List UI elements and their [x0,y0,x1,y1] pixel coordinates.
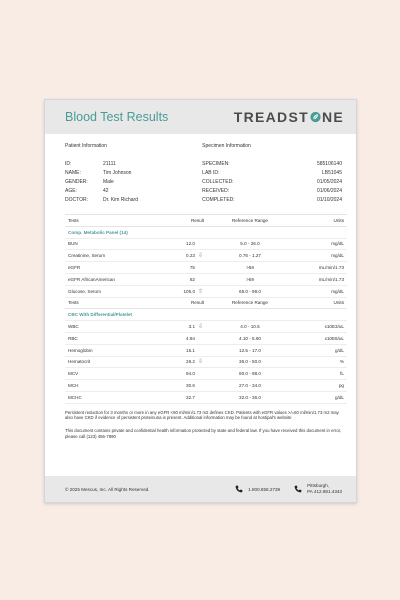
table-row [65,344,347,356]
reference-range: 32.0 - 36.0 [207,391,293,403]
table-row [65,332,347,344]
arrow-down-icon: ⇩ [197,253,204,260]
reference-range: 36.0 - 50.0 [207,356,293,368]
test-name: RBC [65,332,161,344]
units: g/dL [293,391,347,403]
test-result: 12.0 [161,238,207,250]
test-result: 3.1 ⇩ [161,321,207,333]
reference-range: 27.0 - 34.0 [207,380,293,392]
table-row [65,356,347,368]
test-name: MCH [65,380,161,392]
test-result: 105.0 ⇧ [161,285,207,297]
test-name: Hematocrit [65,356,161,368]
reference-range: 80.0 - 98.0 [207,368,293,380]
table-row [65,262,347,274]
report-document [44,99,357,503]
specimen-info-heading: Specimen Information [202,143,251,149]
location-text: Pittsburgh, PA 412.881.4343 [307,483,342,494]
table-header-row [65,215,347,227]
specimen-info [198,143,342,205]
test-result: 0.23 ⇩ [161,250,207,262]
leaf-o-icon [310,111,321,123]
results-table [65,214,347,404]
location-contact [294,483,342,494]
test-name: MCHC [65,391,161,403]
units: fL [293,368,347,380]
specimen-field: LAB ID: LB51045 [202,170,342,176]
units: mg/dL [293,250,347,262]
reference-range: >59 [207,273,293,285]
reference-range: 65.0 - 99.0 [207,285,293,297]
specimen-field: SPECIMEN: 585106140 [202,161,342,167]
header-range: Reference Range [207,297,293,309]
patient-field: GENDER: Male [65,179,114,185]
arrow-up-icon: ⇧ [197,288,204,295]
test-result: 75 [161,262,207,274]
units: x10E6/uL [293,332,347,344]
table-row [65,250,347,262]
test-result: 30.6 [161,380,207,392]
phone-icon [294,485,302,493]
patient-info [65,143,198,205]
specimen-field: RECEIVED: 01/06/2024 [202,188,342,194]
patient-field: AGE: 42 [65,188,109,194]
table-row [65,273,347,285]
header-units: Units [293,215,347,227]
phone-contact [235,485,280,493]
test-result: 15.1 [161,344,207,356]
section-title: Comp. Metabolic Panel (14) [65,226,347,238]
section-title: CBC With Differential/Platelet [65,309,347,321]
patient-field: DOCTOR: Dr. Kim Richard [65,197,139,203]
test-name: Hemoglobin [65,344,161,356]
brand-text-right: NE [321,109,344,125]
reference-range: 5.0 - 26.0 [207,238,293,250]
ckd-note: Persistent reduction for 3 months or more in any eGFR <60 ml/min/1.73 m2 defines CKD. Patients with eGFR values >/=60 ml/min/1.73 m2 may also have CKD if evidence of persistent proteinuria is present. Additional information may be found at hostipal's website [65,409,339,421]
arrow-down-icon: ⇩ [197,324,204,331]
specimen-field: COMPLETED: 01/10/2024 [202,197,342,203]
reference-range: 12.5 - 17.0 [207,344,293,356]
table-row [65,238,347,250]
report-header [45,100,356,134]
brand-logo [234,109,344,125]
section-row [65,226,347,238]
test-result: 62 [161,273,207,285]
table-row [65,391,347,403]
header-tests: Tests [65,297,161,309]
test-name: WBC [65,321,161,333]
test-name: eGFR [65,262,161,274]
patient-info-heading: Patient Information [65,143,107,149]
test-result: 32.7 [161,391,207,403]
arrow-down-icon: ⇩ [197,359,204,366]
test-result: 4.94 [161,332,207,344]
report-title: Blood Test Results [65,110,169,124]
units: mg/dL [293,285,347,297]
test-name: Creatinine, Serum [65,250,161,262]
confidentiality-note: This document contains private and confidential health information protected by state and federal law. If you have received this document in error, please call (123) 456-7890 [65,427,342,439]
units: mL/min/1.73 [293,273,347,285]
units: g/dL [293,344,347,356]
table-row [65,380,347,392]
results-table-body [65,215,347,404]
section-row [65,309,347,321]
header-result: Result [161,215,207,227]
header-units: Units [293,297,347,309]
reference-range: 4.10 - 5.60 [207,332,293,344]
table-row [65,285,347,297]
units: pg [293,380,347,392]
test-name: BUN [65,238,161,250]
header-result: Result [161,297,207,309]
units: mg/dL [293,238,347,250]
phone-number: 1.800.858.2739 [248,486,281,492]
patient-field: NAME: Tim Johnson [65,170,132,176]
test-name: MCV [65,368,161,380]
patient-field: ID: 21111 [65,161,116,167]
report-footer [45,476,356,502]
copyright-text: © 2025 Mescus, Inc. All Rights Reserved. [65,486,150,492]
test-result: 26.2 ⇩ [161,356,207,368]
test-name: Glucose, Serum [65,285,161,297]
units: mL/min/1.73 [293,262,347,274]
specimen-field: COLLECTED: 01/05/2024 [202,179,342,185]
units: x10E3/uL [293,321,347,333]
reference-range: 0.76 - 1.27 [207,250,293,262]
table-row [65,321,347,333]
header-tests: Tests [65,215,161,227]
units: % [293,356,347,368]
reference-range: >59 [207,262,293,274]
test-name: eGFR AfricanAmerican [65,273,161,285]
info-section [45,134,356,205]
phone-icon [235,485,243,493]
table-row [65,368,347,380]
header-range: Reference Range [207,215,293,227]
reference-range: 4.0 - 10.5 [207,321,293,333]
brand-text-left: TREADST [233,109,309,125]
table-header-row [65,297,347,309]
test-result: 94.0 [161,368,207,380]
